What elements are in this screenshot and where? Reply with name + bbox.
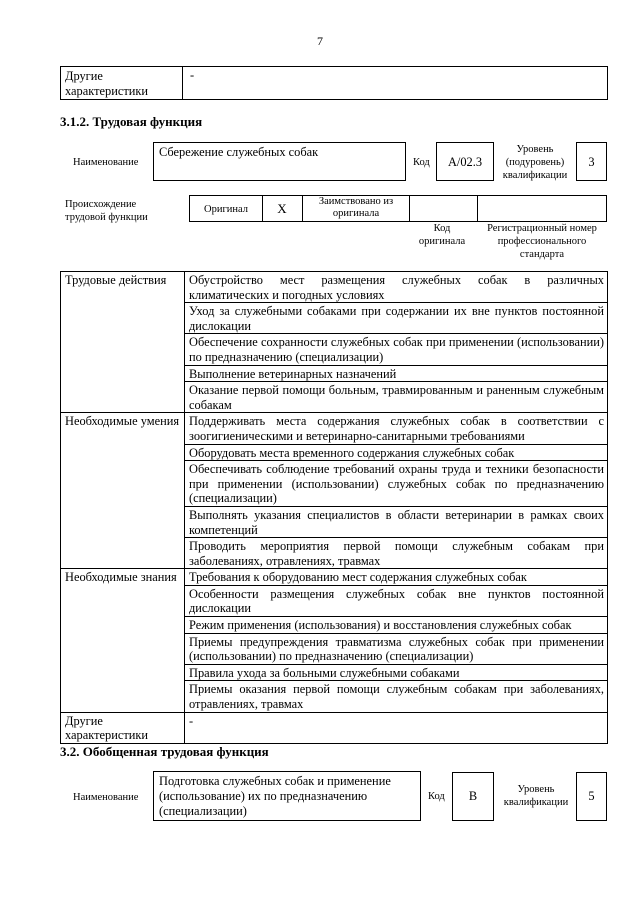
code-value-box-32	[452, 772, 494, 821]
level-value-box-312	[576, 142, 607, 181]
top-other-table	[60, 66, 608, 100]
name-label-32: Наименование	[73, 792, 139, 803]
name-value-32: Подготовка служебных собак и применение (использование) их по предназначению (специализации)	[159, 774, 391, 818]
code-value-32: В	[468, 789, 478, 803]
table-row	[61, 413, 608, 444]
table-cell-item: Обустройство мест размещения служебных собак в различных климатических и погодных условиях	[185, 272, 608, 303]
table-cell-item: Режим применения (использования) и восстановления служебных собак	[185, 617, 608, 634]
level-value-box-32	[576, 772, 607, 821]
origin-table	[189, 195, 607, 222]
table-cell-item: Правила ухода за больными служебными собаками	[185, 664, 608, 681]
level-label-312: Уровень (подуровень) квалификации	[502, 144, 568, 181]
table-cell-item: Приемы оказания первой помощи служебным собакам при заболеваниях, отравлениях, травмах	[185, 681, 608, 712]
name-value-box-312	[153, 142, 406, 181]
code-label-32: Код	[428, 791, 445, 802]
group-header: Другие характеристики	[61, 712, 185, 743]
table-cell-item: Приемы предупреждения травматизма служебных собак при применении (использовании) по предназначению (специализации)	[185, 633, 608, 664]
page-number: 7	[317, 34, 323, 48]
table-cell-item: Поддерживать места содержания служебных собак в соответствии с зоогигиеническими и ветеринарно-санитарными требованиями	[185, 413, 608, 444]
borrowed-label: Заимствовано из оригинала	[318, 196, 394, 219]
group-header: Трудовые действия	[61, 272, 185, 413]
top-other-label: Другие характеристики	[65, 69, 149, 98]
name-value-312: Сбережение служебных собак	[159, 145, 319, 159]
top-other-value: -	[190, 68, 195, 82]
name-label-312: Наименование	[73, 157, 139, 168]
table-row	[61, 569, 608, 586]
table-cell-item: Обеспечивать соблюдение требований охраны труда и техники безопасности при применении (использовании) служебных собак по предназначению (специализации)	[185, 461, 608, 507]
table-row	[61, 712, 608, 743]
original-mark: Х	[277, 201, 287, 216]
section-32-title: 3.2. Обобщенная трудовая функция	[60, 744, 269, 759]
table-cell-item: Проводить мероприятия первой помощи служебным собакам при заболеваниях, отравлениях, травмах	[185, 538, 608, 569]
table-cell-item: Особенности размещения служебных собак вне пунктов постоянной дислокации	[185, 585, 608, 616]
original-label: Оригинал	[204, 204, 248, 215]
labor-function-table	[60, 271, 608, 744]
table-cell-item: Оборудовать места временного содержания служебных собак	[185, 444, 608, 461]
group-header: Необходимые знания	[61, 569, 185, 712]
code-original-label: Код оригинала	[418, 223, 466, 247]
reg-number-label: Регистрационный номер профессионального стандарта	[487, 223, 597, 260]
origin-label: Происхождение трудовой функции	[65, 199, 148, 223]
code-label-312: Код	[413, 157, 430, 168]
table-cell-item: Обеспечение сохранности служебных собак при применении (использовании) по предназначению (специализации)	[185, 334, 608, 365]
table-cell-item: Оказание первой помощи больным, травмированным и раненным служебным собакам	[185, 382, 608, 413]
level-label-32: Уровень квалификации	[503, 784, 569, 808]
code-value-312: А/02.3	[447, 155, 483, 169]
name-value-box-32	[153, 771, 421, 821]
table-cell-item: -	[185, 712, 608, 743]
top-other-label-cell	[60, 66, 183, 100]
group-header: Необходимые умения	[61, 413, 185, 569]
table-cell-item: Уход за служебными собаками при содержании их вне пунктов постоянной дислокации	[185, 303, 608, 334]
code-value-box-312	[436, 142, 494, 181]
table-cell-item: Выполнение ветеринарных назначений	[185, 365, 608, 382]
level-value-312: 3	[588, 155, 595, 169]
table-cell-item: Выполнять указания специалистов в области ветеринарии в рамках своих компетенций	[185, 506, 608, 537]
section-312-title: 3.1.2. Трудовая функция	[60, 114, 203, 129]
table-row	[61, 272, 608, 303]
table-cell-item: Требования к оборудованию мест содержания служебных собак	[185, 569, 608, 586]
level-value-32: 5	[588, 789, 595, 803]
